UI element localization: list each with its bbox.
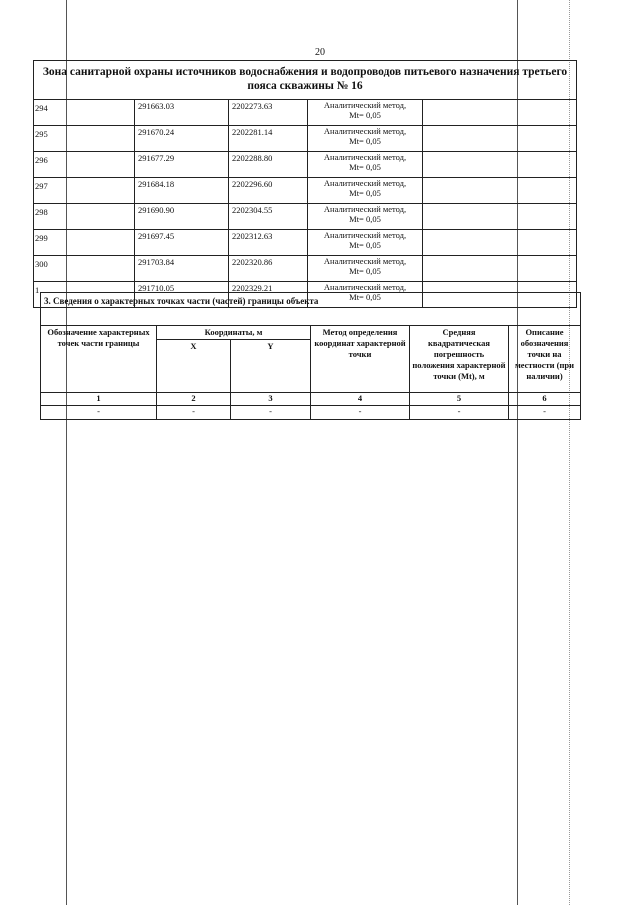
coord-x: 291690.90 [135,204,229,230]
table-row [34,204,577,230]
empty-cell [423,100,577,126]
method-text: Аналитический метод, [323,100,407,110]
point-number: 295 [34,126,135,152]
table-row [34,230,577,256]
coord-x: 291703.84 [135,256,229,282]
method-cell [308,126,423,152]
method-text: Аналитический метод, [323,230,407,240]
coord-x: 291684.18 [135,178,229,204]
data-cell: - [509,406,581,420]
method-text: Аналитический метод, [323,256,407,266]
page-number: 20 [315,47,325,58]
method-cell [308,230,423,256]
table-row [34,126,577,152]
data-cell: - [231,406,311,420]
method-cell [308,100,423,126]
table-row [34,100,577,126]
method-accuracy: Mt= 0,05 [349,266,381,276]
coord-y: 2202288.80 [229,152,308,178]
index-cell: 4 [311,393,410,406]
coord-x: 291697.45 [135,230,229,256]
header-description: Описание обозначения точки на местности (при наличии) [509,326,581,393]
table-body [34,100,577,308]
table-row [34,152,577,178]
point-number: 299 [34,230,135,256]
method-text: Аналитический метод, [323,126,407,136]
method-accuracy: Mt= 0,05 [349,240,381,250]
header-x: X [157,340,231,393]
coord-y: 2202296.60 [229,178,308,204]
empty-cell [423,204,577,230]
point-number: 298 [34,204,135,230]
method-accuracy: Mt= 0,05 [349,292,381,302]
method-accuracy: Mt= 0,05 [349,214,381,224]
method-cell [308,256,423,282]
header-designation: Обозначение характерных точек части границы [41,326,157,393]
method-cell [308,178,423,204]
empty-cell [423,152,577,178]
section-title: 3. Сведения о характерных точках части (частей) границы объекта [41,293,581,326]
table-row [34,256,577,282]
coord-y: 2202273.63 [229,100,308,126]
method-text: Аналитический метод, [323,178,407,188]
empty-cell [423,178,577,204]
coord-x: 291677.29 [135,152,229,178]
coord-x: 291710.05 [135,282,229,308]
coord-x: 291663.03 [135,100,229,126]
header-error: Средняя квадратическая погрешность положения характерной точки (Mt), м [410,326,509,393]
data-cell: - [410,406,509,420]
header-coordinates: Координаты, м [157,326,311,340]
point-number: 1 [34,282,135,308]
point-number: 296 [34,152,135,178]
coord-y: 2202281.14 [229,126,308,152]
index-cell: 1 [41,393,157,406]
data-cell: - [311,406,410,420]
table-row [34,178,577,204]
point-number: 294 [34,100,135,126]
method-accuracy: Mt= 0,05 [349,136,381,146]
coord-x: 291670.24 [135,126,229,152]
data-cell: - [157,406,231,420]
empty-cell [423,256,577,282]
method-accuracy: Mt= 0,05 [349,110,381,120]
coord-y: 2202312.63 [229,230,308,256]
coord-y: 2202320.86 [229,256,308,282]
data-cell: - [41,406,157,420]
method-text: Аналитический метод, [323,152,407,162]
method-accuracy: Mt= 0,05 [349,162,381,172]
method-cell [308,152,423,178]
empty-cell [423,230,577,256]
part-boundary-table [40,292,581,420]
index-cell: 2 [157,393,231,406]
method-text: Аналитический метод, [323,204,407,214]
coord-y: 2202329.21 [229,282,308,308]
boundary-points-table [33,60,577,308]
index-cell: 5 [410,393,509,406]
index-cell: 3 [231,393,311,406]
header-method: Метод определения координат характерной точки [311,326,410,393]
point-number: 297 [34,178,135,204]
point-number: 300 [34,256,135,282]
coord-y: 2202304.55 [229,204,308,230]
method-text: Аналитический метод, [323,282,407,292]
method-cell [308,204,423,230]
header-y: Y [231,340,311,393]
index-cell: 6 [509,393,581,406]
method-accuracy: Mt= 0,05 [349,188,381,198]
empty-cell [423,126,577,152]
table-title: Зона санитарной охраны источников водоснабжения и водопроводов питьевого назначения третьего пояса скважины № 16 [34,61,577,100]
